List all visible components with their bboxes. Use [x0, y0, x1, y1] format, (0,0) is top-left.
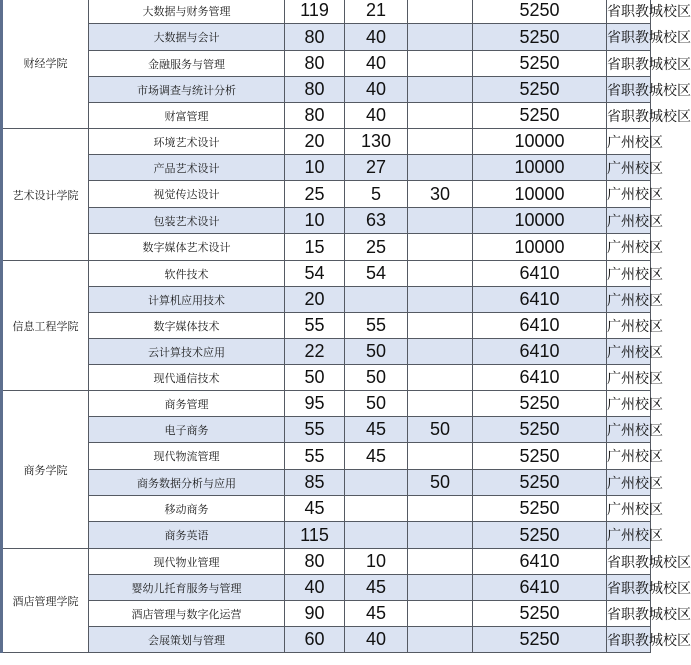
table-row	[2, 575, 651, 601]
campus-name: 广州校区	[607, 261, 651, 287]
quota-b	[345, 287, 408, 313]
campus-name: 广州校区	[607, 129, 651, 155]
tuition-fee: 5250	[473, 51, 607, 77]
major-name: 计算机应用技术	[89, 287, 285, 313]
quota-a: 20	[285, 129, 345, 155]
table-row	[2, 549, 651, 575]
campus-name: 省职教城校区	[607, 549, 651, 575]
campus-name: 省职教城校区	[607, 103, 651, 129]
quota-c: 30	[408, 181, 473, 208]
quota-a: 80	[285, 77, 345, 103]
college-name: 商务学院	[2, 391, 89, 549]
table-row	[2, 601, 651, 627]
quota-b: 40	[345, 627, 408, 653]
quota-c	[408, 234, 473, 261]
quota-a: 50	[285, 365, 345, 391]
table-row	[2, 365, 651, 391]
table-row	[2, 627, 651, 653]
tuition-fee: 5250	[473, 0, 607, 24]
tuition-fee: 5250	[473, 417, 607, 443]
quota-b: 50	[345, 391, 408, 417]
quota-a: 55	[285, 443, 345, 470]
quota-a: 10	[285, 155, 345, 181]
tuition-fee: 6410	[473, 339, 607, 365]
quota-b: 45	[345, 443, 408, 470]
major-name: 数字媒体技术	[89, 313, 285, 339]
major-name: 移动商务	[89, 496, 285, 522]
table-row	[2, 51, 651, 77]
quota-c	[408, 313, 473, 339]
table-row	[2, 391, 651, 417]
campus-name: 广州校区	[607, 470, 651, 496]
quota-c	[408, 261, 473, 287]
campus-name: 广州校区	[607, 443, 651, 470]
tuition-fee: 5250	[473, 496, 607, 522]
campus-name: 广州校区	[607, 234, 651, 261]
campus-name: 省职教城校区	[607, 0, 651, 24]
quota-c	[408, 0, 473, 24]
quota-c: 50	[408, 417, 473, 443]
quota-c	[408, 496, 473, 522]
table-row	[2, 313, 651, 339]
quota-c	[408, 24, 473, 51]
tuition-fee: 10000	[473, 208, 607, 234]
table-row	[2, 181, 651, 208]
quota-a: 55	[285, 313, 345, 339]
quota-c	[408, 391, 473, 417]
quota-a: 80	[285, 24, 345, 51]
major-name: 会展策划与管理	[89, 627, 285, 653]
quota-c	[408, 601, 473, 627]
quota-b: 40	[345, 51, 408, 77]
major-name: 商务管理	[89, 391, 285, 417]
quota-c	[408, 287, 473, 313]
campus-name: 广州校区	[607, 496, 651, 522]
table-row	[2, 522, 651, 549]
major-name: 金融服务与管理	[89, 51, 285, 77]
quota-b: 130	[345, 129, 408, 155]
campus-name: 广州校区	[607, 208, 651, 234]
campus-name: 广州校区	[607, 287, 651, 313]
quota-a: 95	[285, 391, 345, 417]
quota-b: 63	[345, 208, 408, 234]
campus-name: 广州校区	[607, 522, 651, 549]
quota-b: 27	[345, 155, 408, 181]
quota-b: 10	[345, 549, 408, 575]
quota-a: 90	[285, 601, 345, 627]
quota-a: 80	[285, 51, 345, 77]
quota-c	[408, 549, 473, 575]
quota-a: 20	[285, 287, 345, 313]
quota-b: 25	[345, 234, 408, 261]
tuition-fee: 5250	[473, 24, 607, 51]
tuition-fee: 6410	[473, 313, 607, 339]
quota-b: 45	[345, 417, 408, 443]
quota-a: 80	[285, 103, 345, 129]
table-row	[2, 234, 651, 261]
quota-b: 50	[345, 339, 408, 365]
major-name: 酒店管理与数字化运营	[89, 601, 285, 627]
college-name: 财经学院	[2, 0, 89, 129]
tuition-fee: 5250	[473, 391, 607, 417]
tuition-fee: 5250	[473, 443, 607, 470]
table-row	[2, 496, 651, 522]
quota-c	[408, 365, 473, 391]
quota-c	[408, 103, 473, 129]
table-row	[2, 339, 651, 365]
quota-c	[408, 51, 473, 77]
campus-name: 广州校区	[607, 181, 651, 208]
campus-name: 广州校区	[607, 391, 651, 417]
quota-b: 54	[345, 261, 408, 287]
quota-b	[345, 470, 408, 496]
table-body	[2, 0, 691, 653]
campus-name: 广州校区	[607, 155, 651, 181]
table-row	[2, 470, 651, 496]
major-name: 包装艺术设计	[89, 208, 285, 234]
campus-name: 广州校区	[607, 339, 651, 365]
major-name: 现代通信技术	[89, 365, 285, 391]
tuition-fee: 6410	[473, 261, 607, 287]
tuition-fee: 5250	[473, 522, 607, 549]
campus-name: 省职教城校区	[607, 627, 651, 653]
major-name: 商务英语	[89, 522, 285, 549]
quota-a: 40	[285, 575, 345, 601]
quota-a: 15	[285, 234, 345, 261]
major-name: 婴幼儿托育服务与管理	[89, 575, 285, 601]
major-name: 财富管理	[89, 103, 285, 129]
campus-name: 广州校区	[607, 365, 651, 391]
major-name: 电子商务	[89, 417, 285, 443]
major-name: 视觉传达设计	[89, 181, 285, 208]
quota-a: 54	[285, 261, 345, 287]
quota-a: 45	[285, 496, 345, 522]
major-name: 软件技术	[89, 261, 285, 287]
table-row	[2, 287, 651, 313]
tuition-fee: 5250	[473, 103, 607, 129]
quota-a: 80	[285, 549, 345, 575]
quota-c	[408, 77, 473, 103]
table-row	[2, 417, 651, 443]
quota-b: 55	[345, 313, 408, 339]
quota-c	[408, 575, 473, 601]
major-name: 现代物流管理	[89, 443, 285, 470]
quota-a: 22	[285, 339, 345, 365]
major-name: 环境艺术设计	[89, 129, 285, 155]
table-row	[2, 443, 651, 470]
tuition-fee: 6410	[473, 549, 607, 575]
table-row	[2, 0, 651, 24]
tuition-fee: 10000	[473, 155, 607, 181]
quota-c	[408, 522, 473, 549]
tuition-fee: 5250	[473, 470, 607, 496]
campus-name: 省职教城校区	[607, 24, 651, 51]
college-name: 艺术设计学院	[2, 129, 89, 261]
quota-c	[408, 208, 473, 234]
major-name: 产品艺术设计	[89, 155, 285, 181]
table-row	[2, 77, 651, 103]
campus-name: 省职教城校区	[607, 601, 651, 627]
quota-a: 25	[285, 181, 345, 208]
tuition-fee: 10000	[473, 129, 607, 155]
quota-a: 119	[285, 0, 345, 24]
major-name: 大数据与会计	[89, 24, 285, 51]
table-row	[2, 155, 651, 181]
tuition-fee: 10000	[473, 181, 607, 208]
quota-b: 45	[345, 601, 408, 627]
quota-c	[408, 129, 473, 155]
major-name: 大数据与财务管理	[89, 0, 285, 24]
college-name: 信息工程学院	[2, 261, 89, 391]
campus-name: 广州校区	[607, 313, 651, 339]
campus-name: 省职教城校区	[607, 77, 651, 103]
quota-b: 45	[345, 575, 408, 601]
quota-c	[408, 339, 473, 365]
quota-c	[408, 155, 473, 181]
tuition-fee: 6410	[473, 365, 607, 391]
quota-c	[408, 443, 473, 470]
quota-b	[345, 496, 408, 522]
table-row	[2, 208, 651, 234]
major-name: 数字媒体艺术设计	[89, 234, 285, 261]
quota-b: 5	[345, 181, 408, 208]
quota-a: 60	[285, 627, 345, 653]
tuition-fee: 5250	[473, 77, 607, 103]
quota-b	[345, 522, 408, 549]
quota-b: 21	[345, 0, 408, 24]
tuition-fee: 6410	[473, 575, 607, 601]
tuition-fee: 6410	[473, 287, 607, 313]
table-row	[2, 103, 651, 129]
tuition-fee: 10000	[473, 234, 607, 261]
college-name: 酒店管理学院	[2, 549, 89, 653]
table-row	[2, 129, 651, 155]
quota-a: 55	[285, 417, 345, 443]
campus-name: 省职教城校区	[607, 575, 651, 601]
quota-a: 10	[285, 208, 345, 234]
campus-name: 省职教城校区	[607, 51, 651, 77]
quota-b: 40	[345, 24, 408, 51]
quota-b: 50	[345, 365, 408, 391]
campus-name: 广州校区	[607, 417, 651, 443]
major-name: 商务数据分析与应用	[89, 470, 285, 496]
quota-c: 50	[408, 470, 473, 496]
major-name: 市场调查与统计分析	[89, 77, 285, 103]
quota-b: 40	[345, 77, 408, 103]
quota-a: 115	[285, 522, 345, 549]
tuition-fee: 5250	[473, 627, 607, 653]
quota-c	[408, 627, 473, 653]
major-name: 现代物业管理	[89, 549, 285, 575]
table-row	[2, 24, 651, 51]
tuition-fee: 5250	[473, 601, 607, 627]
table-row	[2, 261, 651, 287]
quota-b: 40	[345, 103, 408, 129]
quota-a: 85	[285, 470, 345, 496]
major-name: 云计算技术应用	[89, 339, 285, 365]
